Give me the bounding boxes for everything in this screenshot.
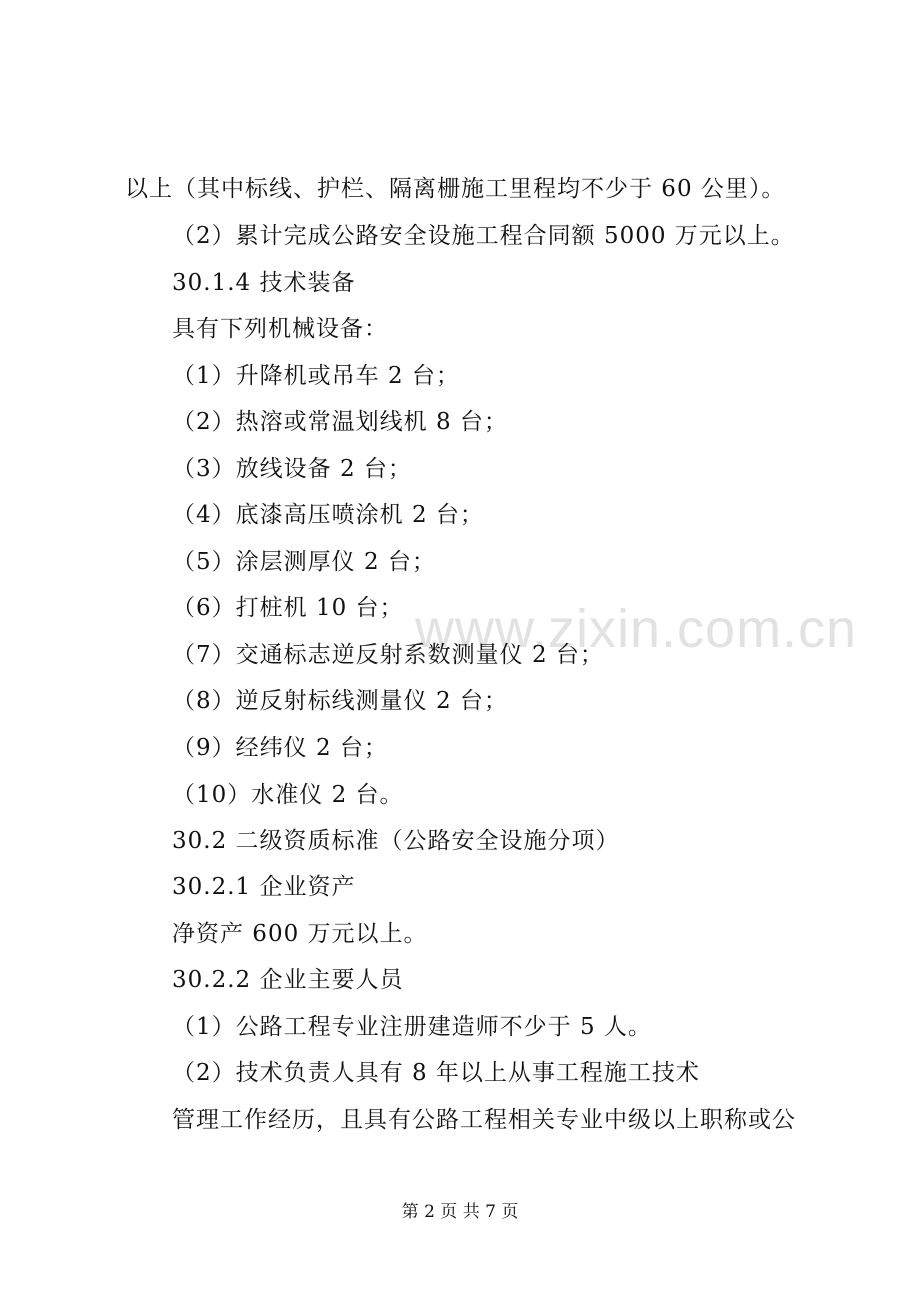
list-item: （6）打桩机 10 台； (172, 595, 404, 621)
page-footer: 第 2 页 共 7 页 (401, 1202, 519, 1222)
section-heading: 30.1.4 技术装备 (172, 270, 356, 296)
text-line: 具有下列机械设备： (172, 316, 388, 342)
list-item: （9）经纬仪 2 台； (172, 735, 388, 761)
text-line: （2）累计完成公路安全设施工程合同额 5000 万元以上。 (172, 223, 795, 249)
list-item: （2）技术负责人具有 8 年以上从事工程施工技术 (172, 1060, 700, 1086)
text-line: 以上（其中标线、护栏、隔离栅施工里程均不少于 60 公里）。 (125, 176, 786, 202)
list-item: （4）底漆高压喷涂机 2 台； (172, 502, 484, 528)
section-heading: 30.2.2 企业主要人员 (172, 967, 404, 993)
list-item: （1）升降机或吊车 2 台； (172, 363, 460, 389)
list-item: （8）逆反射标线测量仪 2 台； (172, 688, 508, 714)
section-heading: 30.2.1 企业资产 (172, 874, 356, 900)
list-item: （5）涂层测厚仪 2 台； (172, 549, 436, 575)
list-item: （10）水准仪 2 台。 (172, 782, 404, 808)
text-line: 管理工作经历，且具有公路工程相关专业中级以上职称或公 (172, 1107, 796, 1133)
list-item: （3）放线设备 2 台； (172, 456, 412, 482)
section-heading: 30.2 二级资质标准（公路安全设施分项） (172, 828, 620, 854)
list-item: （2）热溶或常温划线机 8 台； (172, 409, 508, 435)
list-item: （7）交通标志逆反射系数测量仪 2 台； (172, 642, 604, 668)
list-item: （1）公路工程专业注册建造师不少于 5 人。 (172, 1014, 652, 1040)
watermark: www.zixin.com.cn (415, 599, 858, 659)
text-line: 净资产 600 万元以上。 (172, 921, 428, 947)
